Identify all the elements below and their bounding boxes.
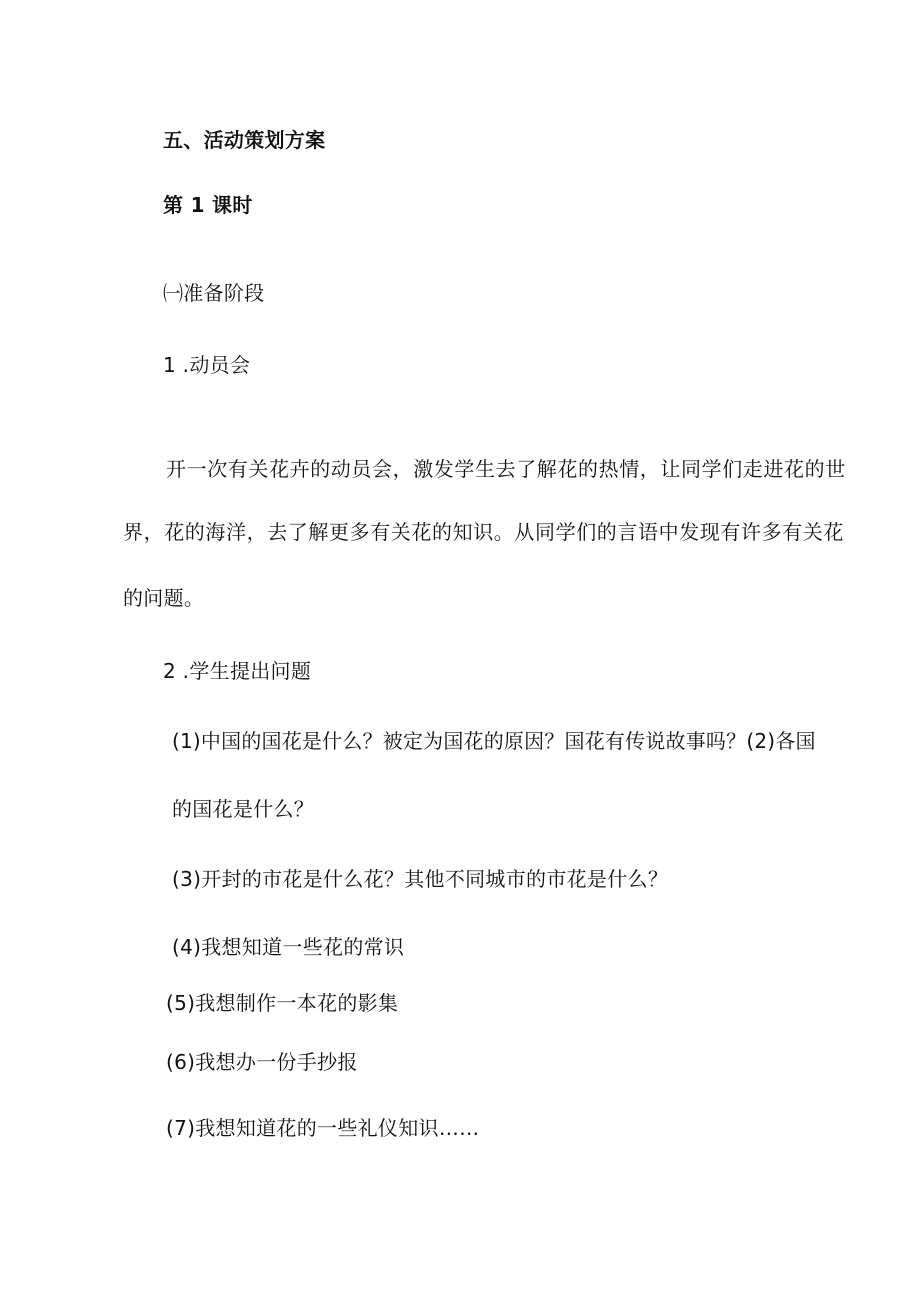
question-item: (1)中国的国花是什么？被定为国花的原因？国花有传说故事吗？(2)各国 — [172, 729, 816, 753]
section-heading: 五、活动策划方案 — [163, 128, 326, 152]
question-item: (5)我想制作一本花的影集 — [166, 991, 399, 1015]
paragraph-line: 的问题。 — [123, 586, 205, 610]
lesson-heading: 第 1 课时 — [163, 193, 253, 217]
question-item: (3)开封的市花是什么花？其他不同城市的市花是什么？ — [172, 867, 669, 891]
question-item: (6)我想办一份手抄报 — [166, 1050, 358, 1074]
item2-title: 2 .学生提出问题 — [163, 659, 312, 683]
paragraph-line: 界，花的海洋，去了解更多有关花的知识。从同学们的言语中发现有许多有关花 — [123, 520, 844, 544]
question-item: 的国花是什么？ — [172, 797, 315, 821]
question-item: (7)我想知道花的一些礼仪知识…… — [166, 1116, 480, 1140]
question-item: (4)我想知道一些花的常识 — [172, 935, 405, 959]
phase-heading: ㈠准备阶段 — [163, 281, 265, 305]
paragraph-line: 开一次有关花卉的动员会，激发学生去了解花的热情，让同学们走进花的世 — [166, 457, 846, 481]
item1-title: 1 .动员会 — [163, 353, 251, 377]
